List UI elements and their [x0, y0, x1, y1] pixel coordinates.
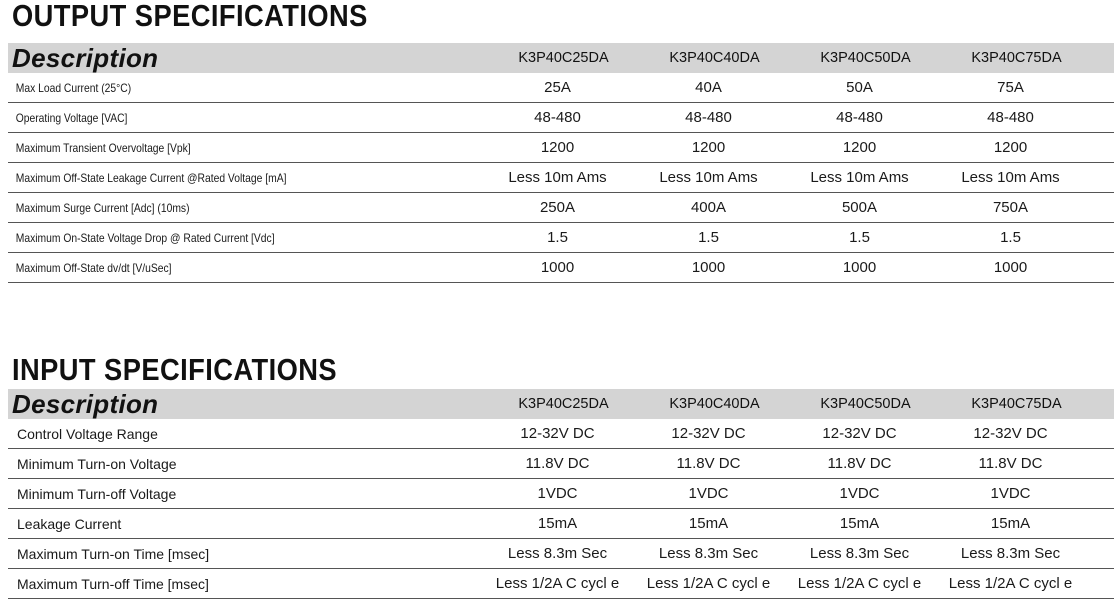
row-value: Less 10m Ams [810, 169, 909, 186]
row-label: Maximum Transient Overvoltage [Vpk] [15, 140, 191, 155]
row-value: 15mA [839, 515, 880, 532]
row-value: 1000 [842, 259, 877, 276]
row-label: Maximum Surge Current [Adc] (10ms) [15, 200, 190, 215]
row-label: Minimum Turn-on Voltage [17, 455, 177, 472]
row-value: 12-32V DC [973, 425, 1048, 442]
row-value: 1000 [540, 259, 575, 276]
model-header: K3P40C25DA [518, 396, 609, 412]
description-header: Description [12, 388, 159, 419]
row-value: 1200 [993, 139, 1028, 156]
row-value: 15mA [688, 515, 729, 532]
row-value: 250A [539, 199, 576, 216]
row-value: Less 1/2A C cycl e [797, 575, 922, 592]
row-value: 1.5 [698, 229, 719, 246]
row-label: Max Load Current (25°C) [15, 80, 132, 95]
input-specifications-table [8, 389, 1114, 599]
row-value: 1VDC [688, 485, 729, 502]
row-value: 11.8V DC [676, 455, 741, 472]
row-value: 48-480 [534, 109, 581, 126]
table-row [8, 509, 1114, 539]
table-header [8, 43, 1114, 73]
row-label: Maximum Off-State dv/dt [V/uSec] [15, 260, 172, 275]
row-value: 50A [846, 79, 873, 96]
row-value: Less 10m Ams [659, 169, 758, 186]
table-row [8, 479, 1114, 509]
row-value: 1000 [691, 259, 726, 276]
row-value: 48-480 [987, 109, 1034, 126]
table-row [8, 419, 1114, 449]
row-value: Less 8.3m Sec [507, 545, 608, 562]
row-value: 11.8V DC [978, 455, 1043, 472]
description-header: Description [12, 42, 159, 73]
row-value: Less 1/2A C cycl e [948, 575, 1073, 592]
row-label: Leakage Current [17, 515, 122, 532]
row-value: Less 1/2A C cycl e [646, 575, 771, 592]
row-value: 11.8V DC [525, 455, 590, 472]
table-row [8, 253, 1114, 283]
table-row [8, 223, 1114, 253]
row-value: 40A [695, 79, 722, 96]
table-row [8, 193, 1114, 223]
row-value: 500A [841, 199, 878, 216]
row-value: 25A [544, 79, 571, 96]
row-label: Minimum Turn-off Voltage [17, 485, 177, 502]
model-header: K3P40C50DA [820, 50, 911, 66]
row-value: 1200 [540, 139, 575, 156]
table-header [8, 389, 1114, 419]
table-row [8, 449, 1114, 479]
row-value: 1.5 [1000, 229, 1021, 246]
row-value: Less 8.3m Sec [658, 545, 759, 562]
row-value: 1VDC [537, 485, 578, 502]
row-value: 1000 [993, 259, 1028, 276]
row-value: 1.5 [849, 229, 870, 246]
table-row [8, 133, 1114, 163]
table-row [8, 569, 1114, 599]
row-value: 400A [690, 199, 727, 216]
row-label: Control Voltage Range [17, 425, 158, 442]
row-value: 11.8V DC [827, 455, 892, 472]
table-row [8, 73, 1114, 103]
table-row [8, 103, 1114, 133]
row-value: 48-480 [685, 109, 732, 126]
output-specifications-title: OUTPUT SPECIFICATIONS [12, 0, 368, 33]
row-value: 15mA [537, 515, 578, 532]
row-value: 1200 [691, 139, 726, 156]
table-row [8, 539, 1114, 569]
row-label: Maximum Off-State Leakage Current @Rated Voltage [mA] [15, 170, 287, 185]
row-value: 750A [992, 199, 1029, 216]
row-value: Less 8.3m Sec [960, 545, 1061, 562]
output-specifications-table [8, 43, 1114, 283]
row-value: 12-32V DC [520, 425, 595, 442]
row-value: 48-480 [836, 109, 883, 126]
row-value: Less 10m Ams [508, 169, 607, 186]
model-header: K3P40C25DA [518, 50, 609, 66]
row-value: Less 10m Ams [961, 169, 1060, 186]
table-row [8, 163, 1114, 193]
row-value: 15mA [990, 515, 1031, 532]
row-value: 12-32V DC [671, 425, 746, 442]
row-value: Less 1/2A C cycl e [495, 575, 620, 592]
row-value: Less 8.3m Sec [809, 545, 910, 562]
model-header: K3P40C75DA [971, 396, 1062, 412]
row-label: Maximum Turn-off Time [msec] [17, 575, 209, 592]
row-value: 1VDC [990, 485, 1031, 502]
model-header: K3P40C50DA [820, 396, 911, 412]
row-label: Maximum On-State Voltage Drop @ Rated Current [Vdc] [15, 230, 275, 245]
model-header: K3P40C40DA [669, 50, 760, 66]
row-value: 1200 [842, 139, 877, 156]
model-header: K3P40C75DA [971, 50, 1062, 66]
model-header: K3P40C40DA [669, 396, 760, 412]
row-value: 1VDC [839, 485, 880, 502]
row-value: 1.5 [547, 229, 568, 246]
input-specifications-title: INPUT SPECIFICATIONS [12, 352, 338, 387]
row-label: Maximum Turn-on Time [msec] [17, 545, 210, 562]
row-value: 12-32V DC [822, 425, 897, 442]
row-label: Operating Voltage [VAC] [15, 110, 128, 125]
row-value: 75A [997, 79, 1024, 96]
